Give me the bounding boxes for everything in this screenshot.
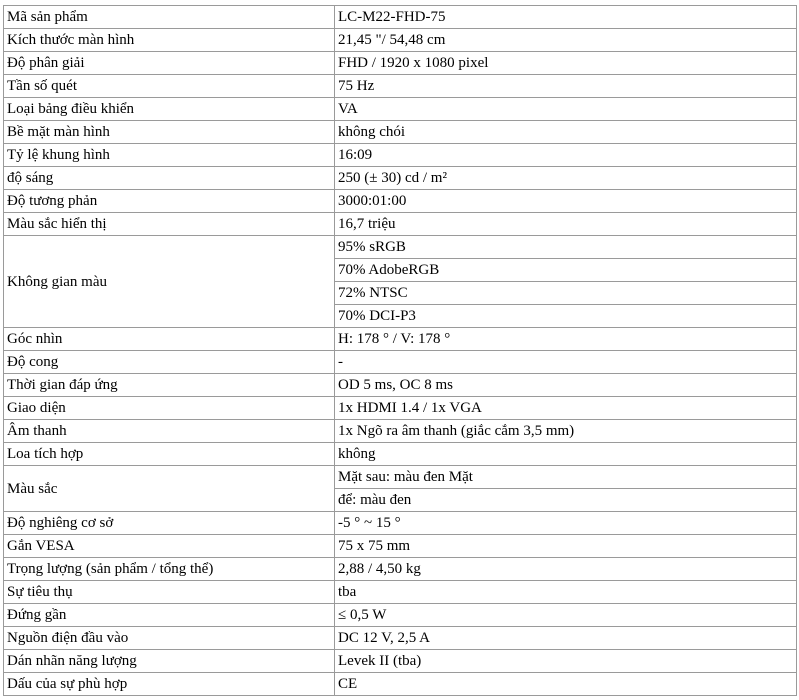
table-row	[4, 75, 797, 98]
table-row	[4, 512, 797, 535]
spec-value: Mặt sau: màu đen Mặt	[335, 466, 797, 489]
spec-value: Levek II (tba)	[335, 650, 797, 673]
spec-value: 70% AdobeRGB	[335, 259, 797, 282]
spec-label: Đứng gần	[4, 604, 335, 627]
table-row	[4, 167, 797, 190]
spec-value: 250 (± 30) cd / m²	[335, 167, 797, 190]
spec-value: 95% sRGB	[335, 236, 797, 259]
table-row	[4, 397, 797, 420]
table-row	[4, 604, 797, 627]
spec-value: không chói	[335, 121, 797, 144]
table-row	[4, 420, 797, 443]
spec-label: Sự tiêu thụ	[4, 581, 335, 604]
spec-value: DC 12 V, 2,5 A	[335, 627, 797, 650]
spec-label: Kích thước màn hình	[4, 29, 335, 52]
spec-label: Độ cong	[4, 351, 335, 374]
spec-label: Gắn VESA	[4, 535, 335, 558]
table-row	[4, 52, 797, 75]
table-row	[4, 98, 797, 121]
spec-value: 1x Ngõ ra âm thanh (giắc cắm 3,5 mm)	[335, 420, 797, 443]
spec-label: Thời gian đáp ứng	[4, 374, 335, 397]
spec-value: VA	[335, 98, 797, 121]
table-row	[4, 535, 797, 558]
table-row	[4, 673, 797, 696]
table-row	[4, 6, 797, 29]
table-row	[4, 328, 797, 351]
spec-value: 16,7 triệu	[335, 213, 797, 236]
spec-value: 16:09	[335, 144, 797, 167]
spec-value: ≤ 0,5 W	[335, 604, 797, 627]
table-row	[4, 236, 797, 259]
spec-table	[3, 5, 797, 696]
spec-label: Tần số quét	[4, 75, 335, 98]
table-row	[4, 374, 797, 397]
spec-value: -	[335, 351, 797, 374]
spec-value: 1x HDMI 1.4 / 1x VGA	[335, 397, 797, 420]
table-row	[4, 581, 797, 604]
spec-label: Loại bảng điều khiển	[4, 98, 335, 121]
spec-value: CE	[335, 673, 797, 696]
spec-label: Mã sản phẩm	[4, 6, 335, 29]
spec-value: tba	[335, 581, 797, 604]
spec-value: 70% DCI-P3	[335, 305, 797, 328]
table-row	[4, 558, 797, 581]
spec-value: 75 x 75 mm	[335, 535, 797, 558]
spec-value: FHD / 1920 x 1080 pixel	[335, 52, 797, 75]
spec-label: Độ tương phản	[4, 190, 335, 213]
table-row	[4, 351, 797, 374]
table-row	[4, 443, 797, 466]
table-row	[4, 29, 797, 52]
spec-label: Tỷ lệ khung hình	[4, 144, 335, 167]
spec-label: Độ phân giải	[4, 52, 335, 75]
table-row	[4, 144, 797, 167]
spec-label: Bề mặt màn hình	[4, 121, 335, 144]
table-row	[4, 650, 797, 673]
spec-label: Màu sắc hiển thị	[4, 213, 335, 236]
spec-label: Giao diện	[4, 397, 335, 420]
spec-value: 2,88 / 4,50 kg	[335, 558, 797, 581]
spec-label: Nguồn điện đầu vào	[4, 627, 335, 650]
spec-value: không	[335, 443, 797, 466]
table-row	[4, 213, 797, 236]
table-row	[4, 121, 797, 144]
spec-label: Không gian màu	[4, 236, 335, 328]
spec-label: Độ nghiêng cơ sở	[4, 512, 335, 535]
spec-value: 72% NTSC	[335, 282, 797, 305]
spec-value: -5 ° ~ 15 °	[335, 512, 797, 535]
spec-value: 21,45 "/ 54,48 cm	[335, 29, 797, 52]
spec-value: OD 5 ms, OC 8 ms	[335, 374, 797, 397]
spec-label: độ sáng	[4, 167, 335, 190]
spec-value: 75 Hz	[335, 75, 797, 98]
spec-label: Âm thanh	[4, 420, 335, 443]
spec-value: 3000:01:00	[335, 190, 797, 213]
table-row	[4, 466, 797, 489]
spec-label: Góc nhìn	[4, 328, 335, 351]
spec-label: Dán nhãn năng lượng	[4, 650, 335, 673]
spec-label: Loa tích hợp	[4, 443, 335, 466]
spec-value: H: 178 ° / V: 178 °	[335, 328, 797, 351]
spec-value: để: màu đen	[335, 489, 797, 512]
spec-label: Trọng lượng (sản phẩm / tổng thể)	[4, 558, 335, 581]
table-row	[4, 190, 797, 213]
spec-value: LC-M22-FHD-75	[335, 6, 797, 29]
spec-label: Màu sắc	[4, 466, 335, 512]
spec-label: Dấu của sự phù hợp	[4, 673, 335, 696]
table-row	[4, 627, 797, 650]
spec-table-body	[4, 6, 797, 696]
